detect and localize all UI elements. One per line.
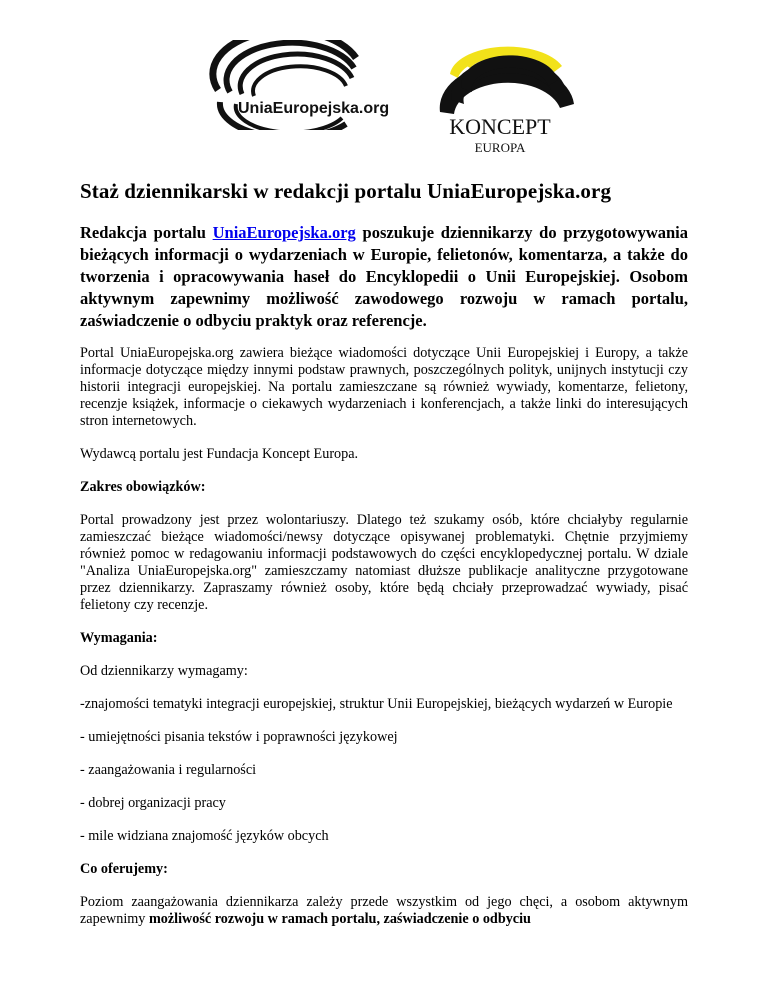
document-body	[80, 178, 688, 928]
koncept-europa-logo	[430, 40, 580, 158]
duties-heading: Zakres obowiązków:	[80, 479, 206, 495]
portal-link[interactable]: UniaEuropejska.org	[212, 223, 356, 242]
logo-text-europejska: Europejska.org	[272, 100, 390, 117]
offer-heading: Co oferujemy:	[80, 861, 168, 877]
page-title: Staż dziennikarski w redakcji portalu UniaEuropejska.org	[80, 179, 612, 203]
unia-europejska-logo	[196, 40, 428, 130]
requirement-item: - mile widziana znajomość języków obcych	[80, 828, 329, 844]
publisher-info: Wydawcą portalu jest Fundacja Koncept Europa.	[80, 446, 359, 462]
requirement-item: - zaangażowania i regularności	[80, 762, 257, 778]
lead-suffix: poszukuje dziennikarzy do przygotowywania bieżących informacji o wydarzeniach w Europie, felietonów, komentarza, a także do tworzenia i opracowywania haseł do Encyklopedii o Unii Europejskiej. Osobom aktywnym zapewnimy możliwość zawodowego rozwoju w ramach portalu, zaświadczenie o odbyciu praktyk oraz referencje.	[80, 223, 688, 330]
logo-text-europa: EUROPA	[474, 140, 526, 155]
duties-text: Portal prowadzony jest przez wolontariuszy. Dlatego też szukamy osób, które chciałyby regularnie zamieszczać bieżące wiadomości/newsy dotyczące opisywanej problematyki. Chętnie przyjmiemy również pomoc w redagowaniu informacji podstawowych do części encyklopedycznej portalu. W dziale "Analiza UniaEuropejska.org" zamieszczamy natomiast dłuższe publikacje analityczne przygotowane przez dziennikarzy. Zapraszamy również osoby, które będą chciały przeprowadzać wywiady, pisać felietony czy recenzje.	[80, 512, 688, 613]
logo-text-koncept: KONCEPT	[449, 114, 551, 139]
lead-prefix: Redakcja portalu	[80, 223, 213, 242]
offer-text	[80, 894, 688, 928]
offer-prefix: Poziom zaangażowania dziennikarza zależy przede wszystkim od jego chęci, a osobom aktywnym zapewnimy	[80, 894, 688, 927]
requirement-item: - umiejętności pisania tekstów i poprawności językowej	[80, 729, 398, 745]
requirements-heading: Wymagania:	[80, 630, 158, 646]
requirement-item: -znajomości tematyki integracji europejskiej, struktur Unii Europejskiej, bieżących wydarzeń w Europie	[80, 696, 673, 712]
offer-bold: możliwość rozwoju w ramach portalu, zaświadczenie o odbyciu	[148, 911, 531, 927]
portal-description: Portal UniaEuropejska.org zawiera bieżące wiadomości dotyczące Unii Europejskiej i Europy, a także informacje dotyczące między innymi podstaw prawnych, poszczególnych polityk, unijnych instytucji czy historii integracji europejskiej. Na portalu zamieszczane są również wywiady, komentarze, felietony, recenzje książek, informacje o ciekawych wydarzeniach i konferencjach, a także linki do interesujących stron internetowych.	[80, 345, 688, 429]
requirement-item: - dobrej organizacji pracy	[80, 795, 226, 811]
requirements-intro: Od dziennikarzy wymagamy:	[80, 663, 248, 679]
logo-text-unia: Unia	[238, 100, 273, 117]
svg-text:UniaEuropejska.org	[238, 100, 389, 117]
lead-paragraph	[80, 222, 688, 332]
